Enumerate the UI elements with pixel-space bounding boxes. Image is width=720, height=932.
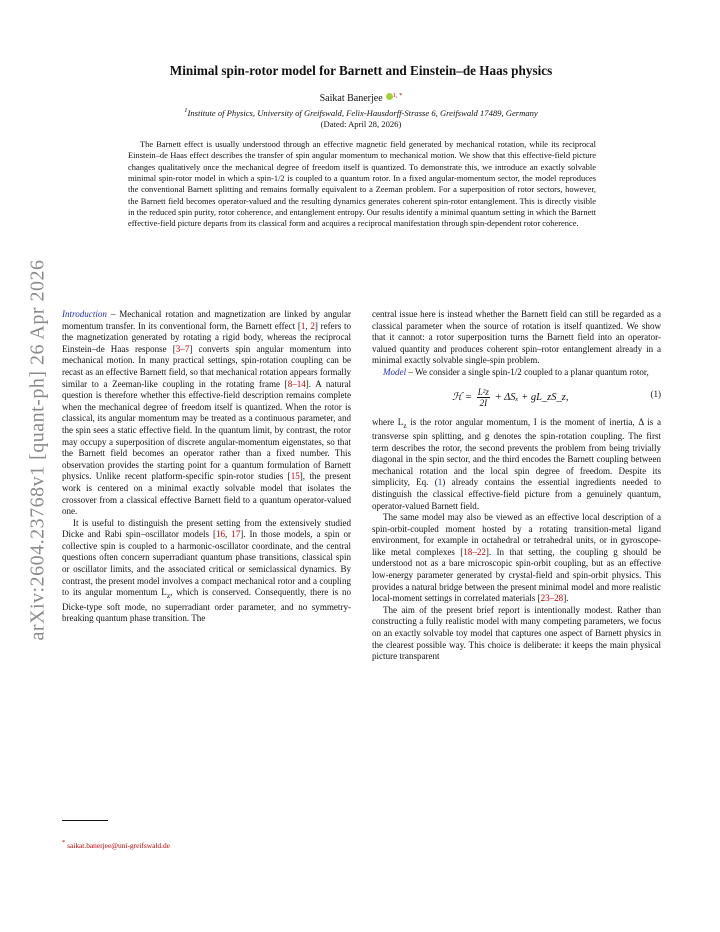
citation-link[interactable]: 16 <box>215 529 226 540</box>
abstract-text: The Barnett effect is usually understood through an effective magnetic field generated by mechanical rotation, while its reciprocal Einstein–de Haas effect describes the transfer of spin angular momentum to mechanical motion. We show that this effective-field picture changes qualitatively once the mechanical degree of freedom itself is quantized. To demonstrate this, we introduce an exactly solvable minimal spin-rotor model in which a spin-1/2 is coupled to a quantum rotor. In a fixed angular-momentum sector, the model reproduces the conventional Barnett splitting and remains formally equivalent to a Zeeman problem. For a superposition of rotor sectors, however, the Barnett field becomes operator-valued and the resulting dynamics generates coherent spin-rotor entanglement. This is directly visible in the reduced spin purity, rotor coherence, and entanglement entropy. Our results identify a minimal quantum setting in which the Barnett effective-field picture departs from its classical form and acquires a reciprocal manifestation through spin-dependent rotor coherence. <box>128 139 596 229</box>
arxiv-identifier[interactable]: arXiv:2604.23768v1 [quant-ph] 26 Apr 2026 <box>26 259 49 641</box>
email-link[interactable]: saikat.banerjee@uni-greifswald.de <box>67 841 170 850</box>
citation-link[interactable]: 17 <box>231 529 241 540</box>
citation-link[interactable]: 1 <box>300 320 306 331</box>
footnote-divider <box>62 820 108 821</box>
citation-link[interactable]: 3–7 <box>175 343 190 354</box>
arxiv-sidebar <box>18 230 58 670</box>
citation-link[interactable]: 15 <box>290 471 300 482</box>
right-column <box>372 309 661 663</box>
paper-title: Minimal spin-rotor model for Barnett and Einstein–de Haas physics <box>169 63 553 78</box>
orcid-icon[interactable] <box>386 93 393 100</box>
footnote <box>62 839 170 850</box>
equation-body: ℋ = $\frac{\text{L²z}}{2I}$ + ΔSₓ + gL_zS_z, <box>452 386 569 408</box>
affiliation-mark: 1 <box>184 107 188 114</box>
dicke-rabi-paragraph: It is useful to distinguish the present setting from the extensively studied Dicke and Rabi spin–oscillator models [16, 17]. In those models, a spin or collective spin is coupled to a harmonic-oscillator coordinate, and the central questions often concern superradiant quantum phase transitions, classical spin or oscillator limits, and the associated critical or semiclassical dynamics. By contrast, the present model involves a compact mechanical rotor and a coupling to its angular momentum $L_z$, which is conserved. Consequently, there is no Dicke-type soft mode, no superradiant order parameter, and no symmetry-breaking quantum phase transition. The <box>62 517 352 624</box>
citation-link[interactable]: 23–28 <box>540 593 564 604</box>
citation-link[interactable]: 8–14 <box>287 378 306 389</box>
footnote-mark: * <box>62 839 66 846</box>
citation-link[interactable]: 18–22 <box>463 546 486 557</box>
model-paragraph: Model – We consider a single spin-1/2 coupled to a planar quantum rotor, <box>383 366 649 377</box>
equation-1 <box>372 383 661 413</box>
intro-paragraph: Introduction – Mechanical rotation and magnetization are linked by angular momentum transfer. In its conventional form, the Barnett effect [1, 2] refers to the magnetization generated by rotating a rigid body, whereas the reciprocal Einstein–de Haas response [3–7] converts spin angular momentum into mechanical motion. In many practical settings, spin-rotation coupling can be recast as an effective Barnett field, so that mechanical rotation appears formally similar to a Zeeman-like coupling in the rotating frame [8–14]. A natural question is therefore whether this effective-field description remains complete when the mechanical degree of freedom itself is quantized. When the rotor is classical, its angular momentum may be treated as a continuous parameter, and the spin sees a static effective field. In the quantum limit, by contrast, the rotor may occupy a superposition of discrete angular-momentum eigenstates, so that the Barnett field becomes an operator rather than a fixed number. This observation provides the starting point for a quantum formulation of Barnett physics. Unlike recent platform-specific spin-rotor studies [15], the present work is centered on a minimal exactly solvable model that isolates the crossover from a classical effective Barnett field to a quantum operator-valued one. <box>62 309 351 517</box>
author-affiliation-mark[interactable]: 1, * <box>392 92 403 99</box>
affiliation <box>80 107 642 118</box>
central-issue-paragraph: central issue here is instead whether the Barnett field can still be regarded as a classical parameter when the source of rotation is itself quantized. We show that it cannot: a rotor superposition turns the Barnett field into an operator-valued quantity and produces coherent spin–rotor entanglement already in a minimal exactly solvable single-spin problem. <box>372 309 661 366</box>
local-description-paragraph: The same model may also be viewed as an effective local description of a spin-orbit-coupled moment hosted by a rotating transition-metal ligand environment, for example in octahedral or tetrahedral units, or in gyroscope-like metal complexes [18–22]. In that setting, the coupling g should be understood not as a bare microscopic spin-orbit coupling, but as an effective low-energy parameter generated by crystal-field and spin-orbit physics. This provides a natural bridge between the present minimal model and more realistic local-moment settings in correlated materials [23–28]. <box>372 512 661 604</box>
aim-paragraph: The aim of the present brief report is intentionally modest. Rather than constructing a fully realistic model with many competing parameters, we focus on an exactly solvable toy model that captures one aspect of Barnett physics in the clearest possible way. This choice is deliberate: it keeps the main physical picture transparent <box>372 604 661 662</box>
equation-reference-link[interactable]: 1 <box>437 477 443 488</box>
parameters-paragraph: where $L_z$ is the rotor angular momentum, I is the moment of inertia, Δ is a transverse spin splitting, and g denotes the spin-rotation coupling. The first term describes the rotor, the second prevents the problem from being trivially diagonal in the spin sector, and the third encodes the Barnett coupling between mechanical rotation and the local spin degree of freedom. Despite its simplicity, Eq. (1) already contains the essential ingredients needed to distinguish the classical effective-field picture from a genuinely quantum, operator-valued Barnett field. <box>372 416 661 511</box>
affiliation-text: Institute of Physics, University of Greifswald, Felix-Hausdorff-Strasse 6, Greifswald 17489, Germany <box>187 108 538 118</box>
equation-fraction: $\frac{\text{L²z}}{2I}$ <box>477 386 489 408</box>
model-keyword-link[interactable]: Model <box>383 366 407 377</box>
abstract <box>128 139 596 230</box>
date-line: (Dated: April 28, 2026) <box>320 119 402 129</box>
intro-keyword-link[interactable]: Introduction <box>62 309 107 319</box>
author-name: Saikat Banerjee <box>319 93 383 104</box>
left-column <box>62 309 351 625</box>
citation-link[interactable]: 2 <box>310 320 315 331</box>
author-line <box>80 92 642 104</box>
equation-number: (1) <box>650 388 661 399</box>
